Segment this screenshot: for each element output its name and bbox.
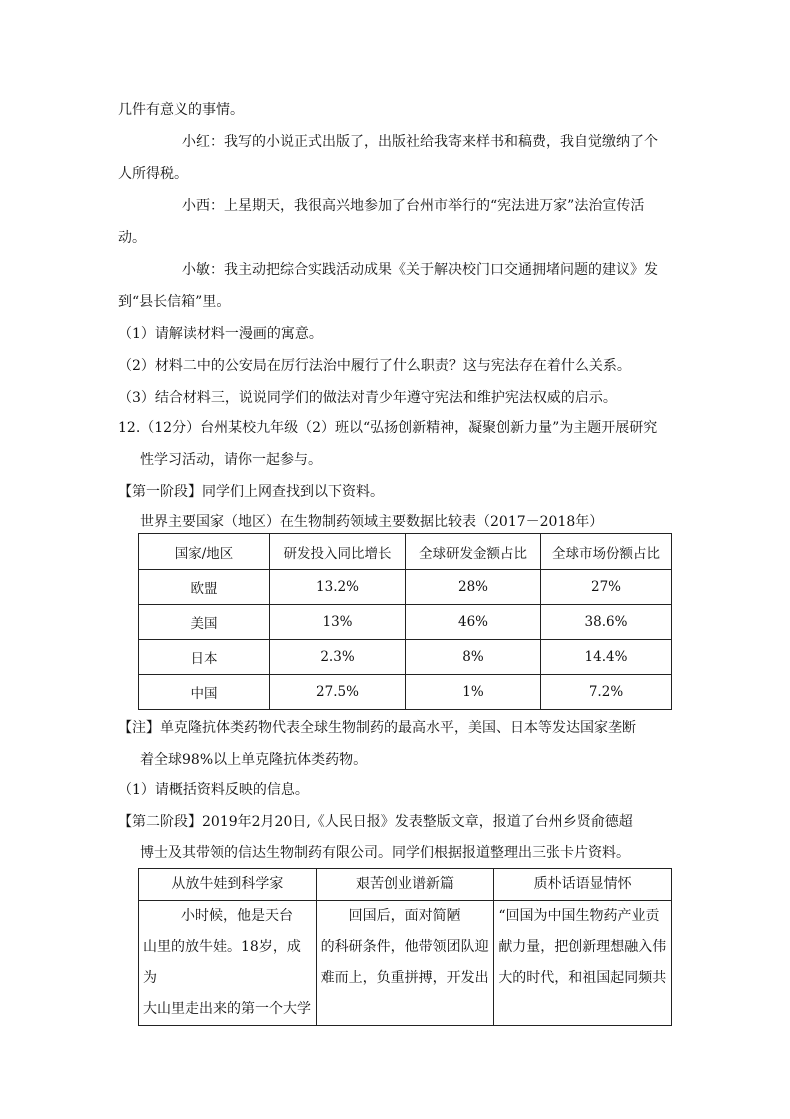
table-cell: 2.3%	[270, 640, 406, 675]
note-line: 着全球98%以上单克隆抗体类药物。	[140, 752, 368, 768]
card-title: 质朴话语显情怀	[494, 869, 672, 901]
text-line: 性学习活动，请你一起参与。	[140, 452, 322, 468]
table-row	[139, 675, 672, 710]
table-cell: 13%	[270, 605, 406, 640]
text-line: 几件有意义的事情。	[118, 102, 244, 118]
table-cell: 7.2%	[541, 675, 672, 710]
text-line: 到“县长信箱”里。	[118, 294, 231, 310]
table-cell: 13.2%	[270, 570, 406, 605]
table-header-cell: 国家/地区	[139, 534, 270, 570]
question-item: （2）材料二中的公安局在厉行法治中履行了什么职责？这与宪法存在着什么关系。	[118, 358, 631, 374]
table-cell: 1%	[406, 675, 541, 710]
text-line: 动。	[118, 230, 146, 246]
table-cell: 27.5%	[270, 675, 406, 710]
table-header-row	[139, 534, 672, 570]
card-body	[139, 901, 317, 1026]
table-cell: 14.4%	[541, 640, 672, 675]
table-cell: 欧盟	[139, 570, 270, 605]
text-line: 小敏：我主动把综合实践活动成果《关于解决校门口交通拥堵问题的建议》发	[182, 262, 658, 278]
table-header-cell: 研发投入同比增长	[270, 534, 406, 570]
card-body-row	[139, 901, 672, 1026]
card-title-row	[139, 869, 672, 901]
table-header-cell: 全球市场份额占比	[541, 534, 672, 570]
table-cell: 46%	[406, 605, 541, 640]
table-cell: 中国	[139, 675, 270, 710]
table-caption: 世界主要国家（地区）在生物制药领域主要数据比较表（2017－2018年）	[140, 514, 604, 530]
stage-heading: 【第一阶段】同学们上网查找到以下资料。	[118, 484, 384, 500]
text-line: 小西：上星期天，我很高兴地参加了台州市举行的“宪法进万家”法治宣传活	[182, 198, 645, 214]
table-cell: 28%	[406, 570, 541, 605]
card-line: 的科研条件，他带领团队迎	[320, 939, 489, 955]
table-header-cell: 全球研发金额占比	[406, 534, 541, 570]
table-cell: 27%	[541, 570, 672, 605]
card-body	[316, 901, 494, 1026]
question-item: （1）请解读材料一漫画的寓意。	[118, 326, 323, 342]
stage-heading: 【第二阶段】2019年2月20日,《人民日报》发表整版文章，报道了台州乡贤俞德超	[118, 814, 633, 830]
table-cell: 38.6%	[541, 605, 672, 640]
card-line: 大的时代，和祖国起同频共	[498, 970, 667, 986]
card-line: 回国后，面对简陋	[348, 908, 461, 924]
card-line: 献力量，把创新理想融入伟	[498, 939, 667, 955]
card-line: 大山里走出来的第一个大学	[143, 1001, 311, 1017]
question-item: （3）结合材料三，说说同学们的做法对青少年遵守宪法和维护宪法权威的启示。	[118, 390, 617, 406]
table-row	[139, 640, 672, 675]
text-line: 小红：我写的小说正式出版了，出版社给我寄来样书和稿费，我自觉缴纳了个	[182, 134, 658, 150]
card-line: 山里的放牛娃。18岁，成为	[143, 939, 301, 986]
data-table	[138, 533, 672, 710]
card-table	[138, 868, 672, 1026]
table-cell: 美国	[139, 605, 270, 640]
table-cell: 8%	[406, 640, 541, 675]
question-12-title: 12.（12分）台州某校九年级（2）班以“弘扬创新精神，凝聚创新力量”为主题开展研究	[118, 420, 658, 436]
card-title: 艰苦创业谱新篇	[316, 869, 494, 901]
card-title: 从放牛娃到科学家	[139, 869, 317, 901]
card-line: 小时候，他是天台	[181, 908, 293, 924]
question-item: （1）请概括资料反映的信息。	[118, 782, 309, 798]
card-line: “回国为中国生物药产业贡	[498, 908, 660, 924]
table-cell: 日本	[139, 640, 270, 675]
table-row	[139, 570, 672, 605]
text-line: 人所得税。	[118, 166, 188, 182]
card-body	[494, 901, 672, 1026]
note-line: 【注】单克隆抗体类药物代表全球生物制药的最高水平，美国、日本等发达国家垄断	[118, 720, 636, 736]
card-line: 难而上，负重拼搏，开发出	[320, 970, 489, 986]
table-row	[139, 605, 672, 640]
text-line: 博士及其带领的信达生物制药有限公司。同学们根据报道整理出三张卡片资料。	[140, 845, 630, 861]
